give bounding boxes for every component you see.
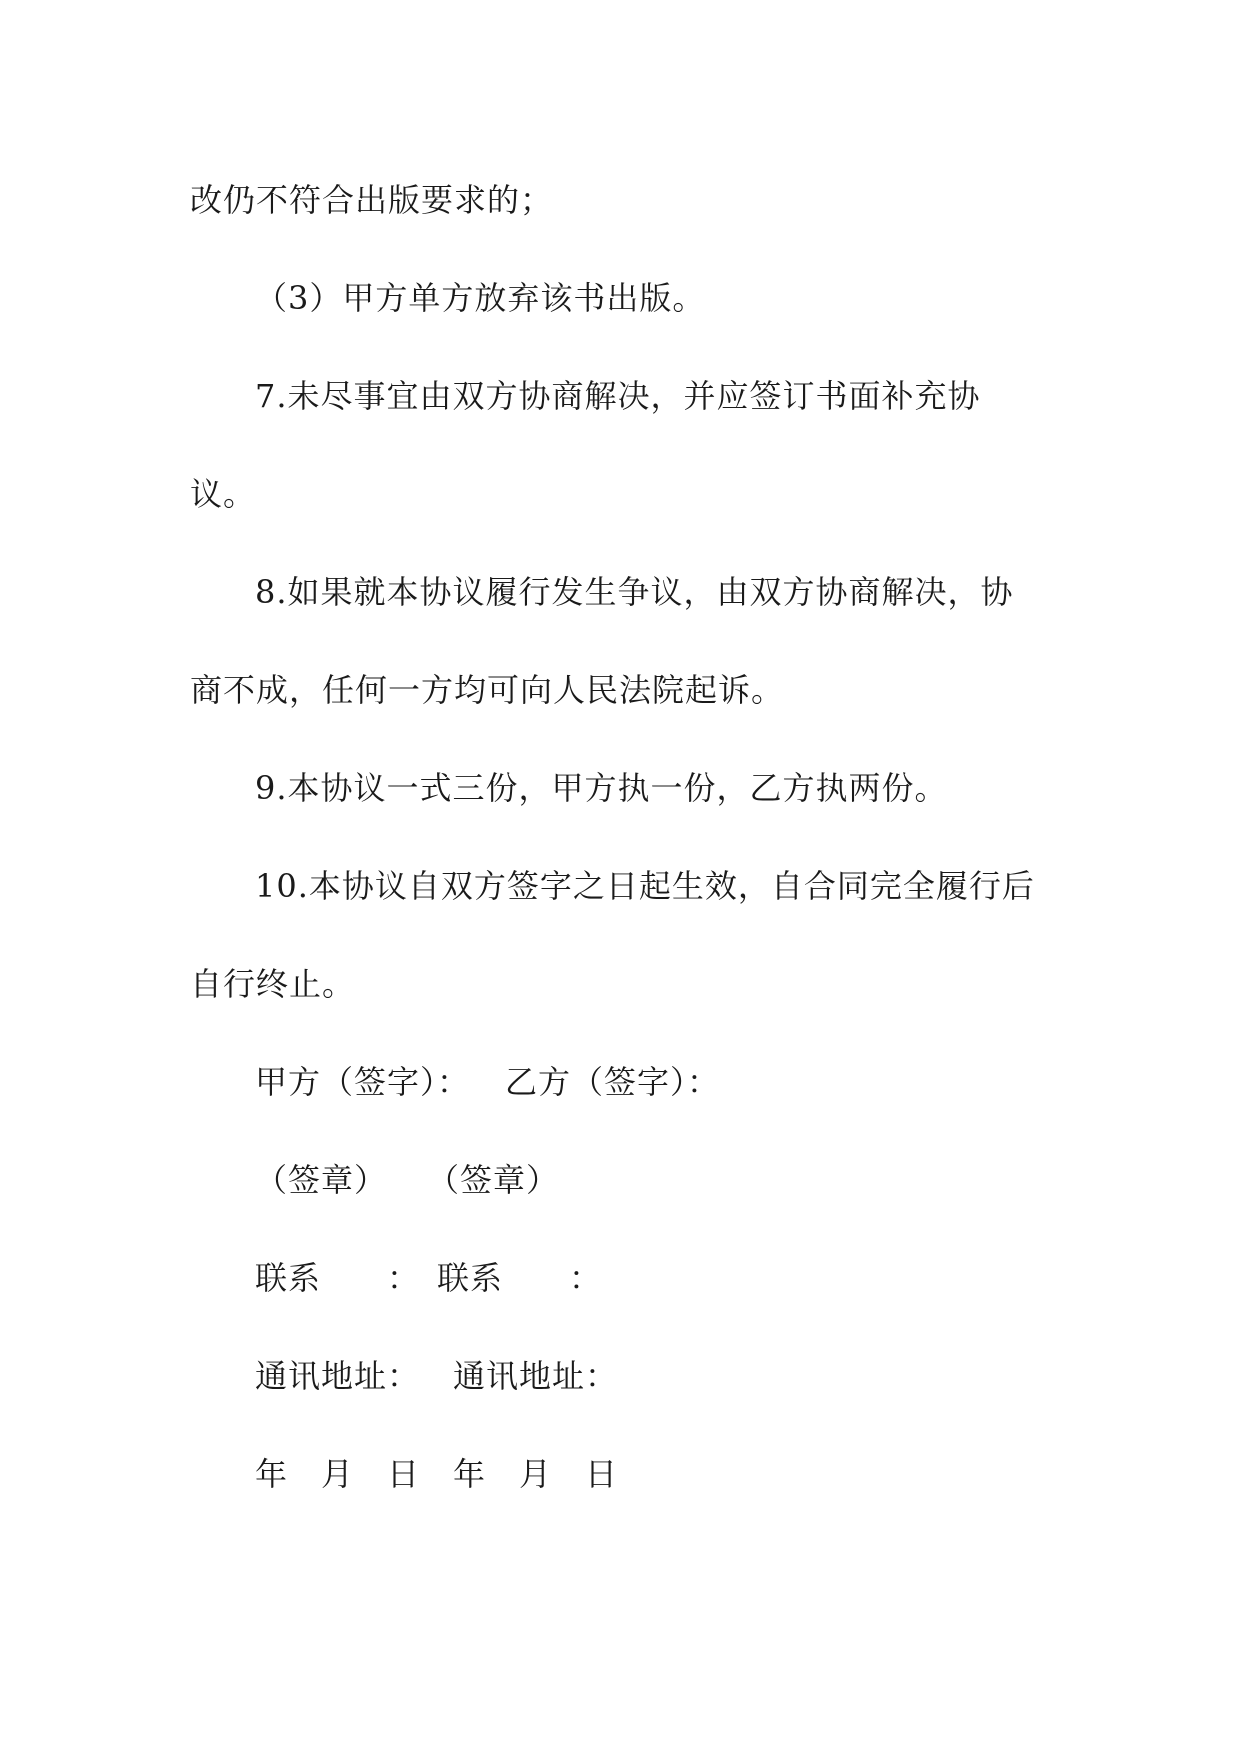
party-b-seal-label: （签章） bbox=[427, 1161, 560, 1199]
paragraph-line-6: 商不成，任何一方均可向人民法院起诉。 bbox=[190, 671, 785, 709]
paragraph-line-4: 议。 bbox=[190, 475, 257, 513]
paragraph-line-2: （3）甲方单方放弃该书出版。 bbox=[255, 279, 706, 317]
paragraph-line-5: 8.如果就本协议履行发生争议，由双方协商解决，协 bbox=[255, 573, 1014, 611]
party-a-contact-label: 联系 ： bbox=[255, 1259, 421, 1297]
party-a-seal-label: （签章） bbox=[255, 1161, 388, 1199]
party-b-date-label: 年 月 日 bbox=[453, 1455, 619, 1493]
party-a-signature-label: 甲方（签字）： bbox=[255, 1063, 471, 1101]
paragraph-line-9: 自行终止。 bbox=[190, 965, 356, 1003]
party-b-contact-label: 联系 ： bbox=[437, 1259, 603, 1297]
party-a-date-label: 年 月 日 bbox=[255, 1455, 421, 1493]
paragraph-line-8: 10.本协议自双方签字之日起生效，自合同完全履行后 bbox=[255, 867, 1035, 905]
paragraph-line-1: 改仍不符合出版要求的； bbox=[190, 181, 554, 219]
paragraph-line-3: 7.未尽事宜由双方协商解决，并应签订书面补充协 bbox=[255, 377, 981, 415]
paragraph-line-7: 9.本协议一式三份，甲方执一份，乙方执两份。 bbox=[255, 769, 948, 807]
party-a-address-label: 通讯地址： bbox=[255, 1357, 421, 1395]
party-b-address-label: 通讯地址： bbox=[453, 1357, 619, 1395]
party-b-signature-label: 乙方（签字）： bbox=[505, 1063, 721, 1101]
